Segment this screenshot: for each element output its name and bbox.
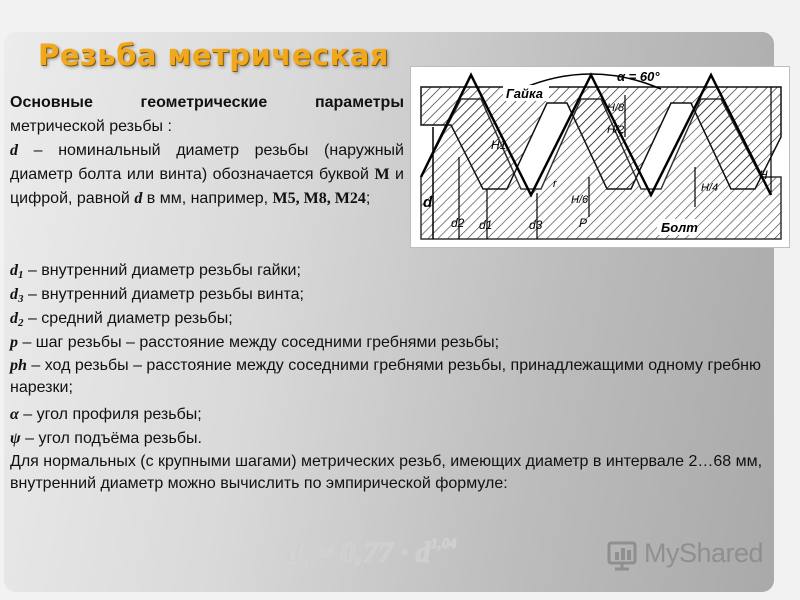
def-subscript: 1: [18, 269, 24, 281]
def-text: – ход резьбы – расстояние между соседними гребнями резьбы, принадлежащими одному гребню нарезки;: [10, 357, 761, 396]
def-text: – средний диаметр резьбы;: [23, 310, 233, 327]
h2-label: H/2: [607, 124, 625, 136]
m-letter: М: [374, 166, 390, 183]
definitions-list: [10, 259, 780, 492]
intro-paragraph: [10, 91, 404, 211]
h8-label: H/8: [607, 102, 625, 114]
def-symbol: α: [10, 406, 19, 423]
logo-text: MyShared: [644, 538, 764, 568]
def-symbol: d: [10, 310, 18, 327]
formula-exponent: 1,04: [430, 536, 457, 552]
def-symbol: ψ: [10, 430, 21, 447]
logo-icon: [606, 538, 640, 572]
note-paragraph: Для нормальных (с крупными шагами) метрических резьб, имеющих диаметр в интервале 2…68 мм, внутренний диаметр можно вычислить по эмпирической формуле:: [10, 453, 763, 492]
d1-label: d1: [479, 218, 493, 232]
def-text: – угол профиля резьбы;: [18, 406, 202, 423]
d2-label: d2: [451, 216, 465, 230]
d-symbol-2: d: [134, 190, 143, 207]
slide-title: Резьба метрическая: [38, 38, 389, 72]
h4-label: H/4: [701, 182, 719, 194]
def-text: – угол подъёма резьбы.: [20, 430, 202, 447]
def-symbol: d: [10, 262, 18, 279]
definition-item: [10, 259, 780, 283]
empirical-formula: [286, 536, 457, 570]
definition-item: [10, 307, 780, 331]
def-subscript: 3: [18, 293, 24, 305]
def-text: – шаг резьбы – расстояние между соседними гребнями резьбы;: [18, 334, 500, 351]
def-symbol: p: [10, 334, 18, 351]
definition-item: [10, 283, 780, 307]
definition-item: [10, 355, 780, 403]
angle-label: α = 60°: [617, 69, 660, 84]
def-symbol: ph: [10, 357, 27, 374]
def-symbol: d: [10, 286, 18, 303]
intro-rest: метрической резьбы :: [10, 118, 172, 135]
def-subscript: 2: [18, 317, 24, 329]
d-description-2: и цифрой, равной: [10, 166, 404, 207]
d3-label: d3: [529, 218, 543, 232]
pitch-label: P: [579, 216, 588, 230]
h-label: H: [759, 168, 768, 182]
definition-item: [10, 331, 780, 355]
def-text: – внутренний диаметр резьбы винта;: [23, 286, 304, 303]
intro-bold: Основные геометрические параметры: [10, 94, 404, 111]
d-description: – номинальный диаметр резьбы (наружный диаметр болта или винта) обозначается буквой: [10, 142, 404, 183]
nut-label: Гайка: [506, 86, 543, 101]
h1-label: H1: [491, 138, 507, 152]
r-label: r: [553, 178, 557, 190]
definition-item: [10, 427, 780, 451]
thread-profile-drawing: [411, 67, 789, 247]
formula-lhs-sub: 1: [301, 555, 309, 572]
bolt-section: [421, 99, 781, 239]
myshared-logo: [604, 536, 764, 576]
thread-examples: М5, М8, М24: [272, 190, 366, 207]
formula-rel: ≈ 0,77 · d: [309, 536, 431, 569]
h6-label: H/6: [571, 194, 589, 206]
d-symbol: d: [10, 142, 18, 159]
d-description-3: в мм, например,: [142, 190, 273, 207]
intro-end: ;: [365, 190, 371, 207]
formula-lhs: d: [286, 536, 301, 569]
thread-profile-diagram: [410, 66, 790, 248]
definition-item: [10, 403, 780, 427]
bolt-label: Болт: [661, 220, 698, 235]
d-label: d: [423, 194, 433, 211]
def-text: – внутренний диаметр резьбы гайки;: [23, 262, 301, 279]
